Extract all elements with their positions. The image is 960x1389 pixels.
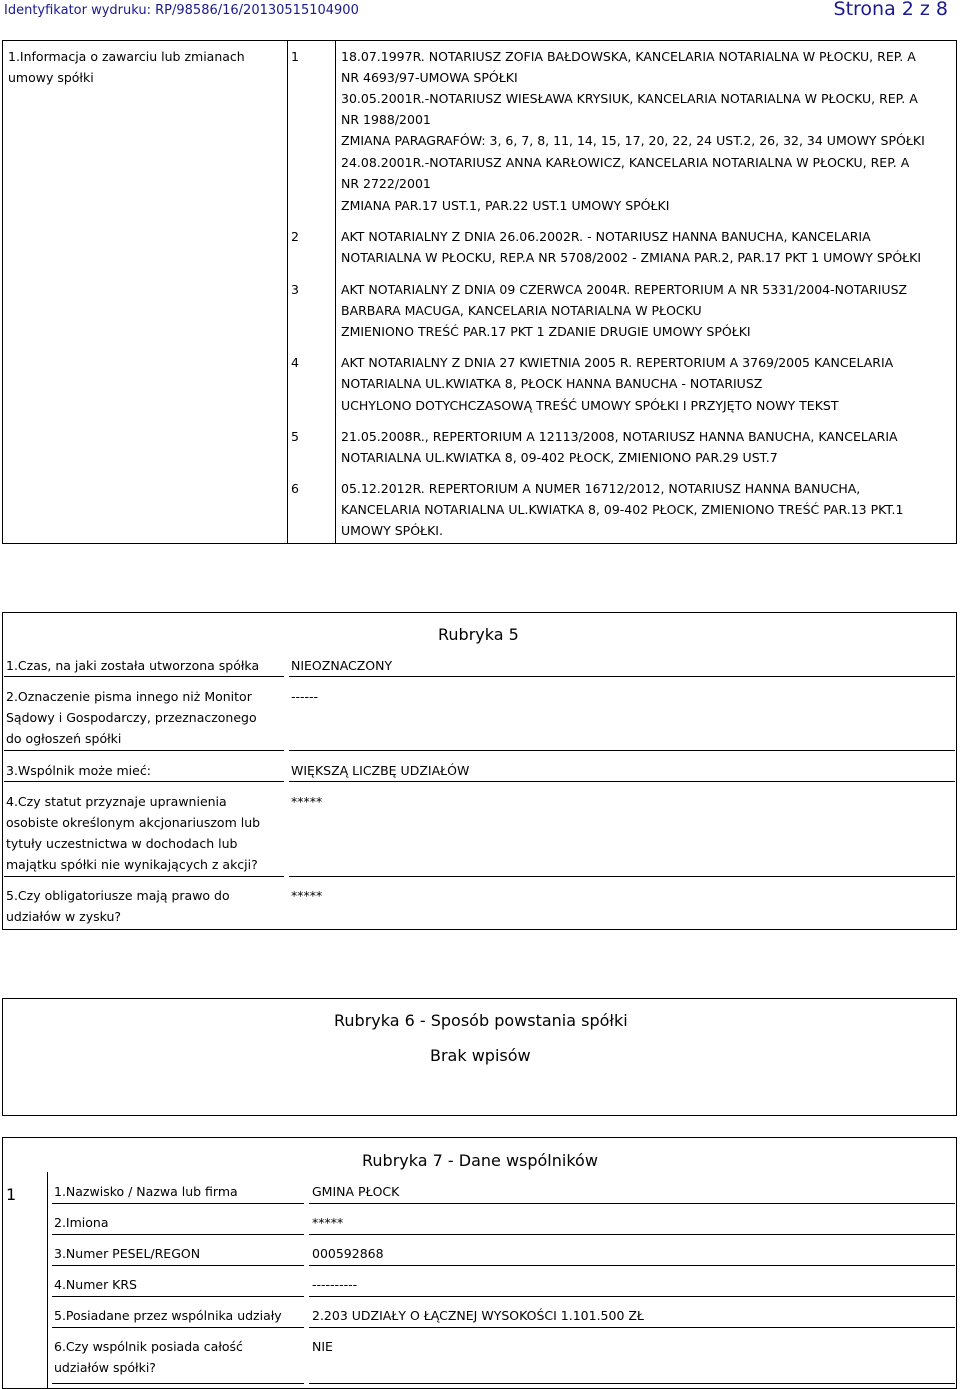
page-number: Strona 2 z 8 — [833, 0, 948, 20]
entry-line: NOTARIALNA W PŁOCKU, REP.A NR 5708/2002 - ZMIANA PAR.2, PAR.17 PKT 1 UMOWY SPÓŁKI — [341, 250, 922, 265]
entry-line: 18.07.1997R. NOTARIUSZ ZOFIA BAŁDOWSKA, KANCELARIA NOTARIALNA W PŁOCKU, REP. A — [341, 49, 916, 64]
entry-line: 30.05.2001R.-NOTARIUSZ WIESŁAWA KRYSIUK, KANCELARIA NOTARIALNA W PŁOCKU, REP. A — [341, 91, 918, 106]
rubryka5-label: 3.Wspólnik może mieć: — [6, 763, 151, 778]
rubryka5-title: Rubryka 5 — [438, 625, 519, 644]
rubryka5-value: NIEOZNACZONY — [291, 658, 393, 673]
partner-label: 5.Posiadane przez wspólnika udziały — [54, 1308, 282, 1323]
partner-value: ***** — [312, 1215, 344, 1230]
entry-line: AKT NOTARIALNY Z DNIA 27 KWIETNIA 2005 R. REPERTORIUM A 3769/2005 KANCELARIA — [341, 355, 894, 370]
partner-label: 2.Imiona — [54, 1215, 109, 1230]
rubryka5-value: WIĘKSZĄ LICZBĘ UDZIAŁÓW — [291, 763, 470, 778]
partner-value: GMINA PŁOCK — [312, 1184, 400, 1199]
entry-line: ZMIANA PARAGRAFÓW: 3, 6, 7, 8, 11, 14, 15, 17, 20, 22, 24 UST.2, 26, 32, 34 UMOWY SPÓŁKI — [341, 133, 925, 148]
rubryka6-title: Rubryka 6 - Sposób powstania spółki — [334, 1011, 628, 1030]
entry-line: AKT NOTARIALNY Z DNIA 09 CZERWCA 2004R. REPERTORIUM A NR 5331/2004-NOTARIUSZ — [341, 282, 908, 297]
rubryka5-label: 5.Czy obligatoriusze mają prawo do udziałów w zysku? — [6, 888, 230, 924]
entry-line: NR 4693/97-UMOWA SPÓŁKI — [341, 70, 518, 85]
section1-label: 1.Informacja o zawarciu lub zmianach umowy spółki — [8, 49, 245, 85]
rubryka6-value: Brak wpisów — [430, 1046, 531, 1065]
partner-value: 2.203 UDZIAŁY O ŁĄCZNEJ WYSOKOŚCI 1.101.500 ZŁ — [312, 1308, 644, 1323]
entry-line: ZMIANA PAR.17 UST.1, PAR.22 UST.1 UMOWY SPÓŁKI — [341, 198, 670, 213]
rubryka5-value: ***** — [291, 888, 323, 903]
entry-line: NOTARIALNA UL.KWIATKA 8, PŁOCK HANNA BANUCHA - NOTARIUSZ — [341, 376, 763, 391]
partner-label: 1.Nazwisko / Nazwa lub firma — [54, 1184, 238, 1199]
entry-line: 05.12.2012R. REPERTORIUM A NUMER 16712/2012, NOTARIUSZ HANNA BANUCHA, — [341, 481, 861, 496]
rubryka7-title: Rubryka 7 - Dane wspólników — [362, 1151, 598, 1170]
entry-number: 2 — [291, 229, 299, 244]
rubryka5-label: 1.Czas, na jaki została utworzona spółka — [6, 658, 260, 673]
entry-number: 1 — [291, 49, 299, 64]
entry-line: 21.05.2008R., REPERTORIUM A 12113/2008, NOTARIUSZ HANNA BANUCHA, KANCELARIA — [341, 429, 898, 444]
rubryka5-label: 4.Czy statut przyznaje uprawnienia osobiste określonym akcjonariuszom lub tytuły uczestnictwa w dochodach lub majątku spółki nie wynikających z akcji? — [6, 794, 261, 872]
entry-line: UCHYLONO DOTYCHCZASOWĄ TREŚĆ UMOWY SPÓŁKI I PRZYJĘTO NOWY TEKST — [341, 398, 839, 413]
entry-number: 5 — [291, 429, 299, 444]
entry-number: 6 — [291, 481, 299, 496]
entry-line: ZMIENIONO TREŚĆ PAR.17 PKT 1 ZDANIE DRUGIE UMOWY SPÓŁKI — [341, 324, 751, 339]
entry-number: 4 — [291, 355, 299, 370]
entry-line: 24.08.2001R.-NOTARIUSZ ANNA KARŁOWICZ, KANCELARIA NOTARIALNA W PŁOCKU, REP. A — [341, 155, 910, 170]
rubryka5-label: 2.Oznaczenie pisma innego niż Monitor Sądowy i Gospodarczy, przeznaczonego do ogłoszeń spółki — [6, 689, 257, 746]
print-identifier: Identyfikator wydruku: RP/98586/16/20130515104900 — [4, 3, 359, 18]
entry-line: KANCELARIA NOTARIALNA UL.KWIATKA 8, 09-402 PŁOCK, ZMIENIONO TREŚĆ PAR.13 PKT.1 — [341, 502, 904, 517]
entry-line: NR 2722/2001 — [341, 176, 431, 191]
rubryka5-value: ***** — [291, 794, 323, 809]
rubryka5-value: ------ — [291, 689, 319, 704]
entry-line: UMOWY SPÓŁKI. — [341, 523, 443, 538]
partner-value: NIE — [312, 1339, 333, 1354]
entry-number: 3 — [291, 282, 299, 297]
partner-label: 3.Numer PESEL/REGON — [54, 1246, 201, 1261]
partner-value: ---------- — [312, 1277, 358, 1292]
partner-label: 6.Czy wspólnik posiada całość udziałów spółki? — [54, 1339, 243, 1375]
entry-line: BARBARA MACUGA, KANCELARIA NOTARIALNA W PŁOCKU — [341, 303, 702, 318]
entry-line: NOTARIALNA UL.KWIATKA 8, 09-402 PŁOCK, ZMIENIONO PAR.29 UST.7 — [341, 450, 778, 465]
entry-line: NR 1988/2001 — [341, 112, 431, 127]
entry-line: AKT NOTARIALNY Z DNIA 26.06.2002R. - NOTARIUSZ HANNA BANUCHA, KANCELARIA — [341, 229, 871, 244]
partner-number: 1 — [6, 1185, 17, 1204]
partner-label: 4.Numer KRS — [54, 1277, 137, 1292]
partner-value: 000592868 — [312, 1246, 384, 1261]
